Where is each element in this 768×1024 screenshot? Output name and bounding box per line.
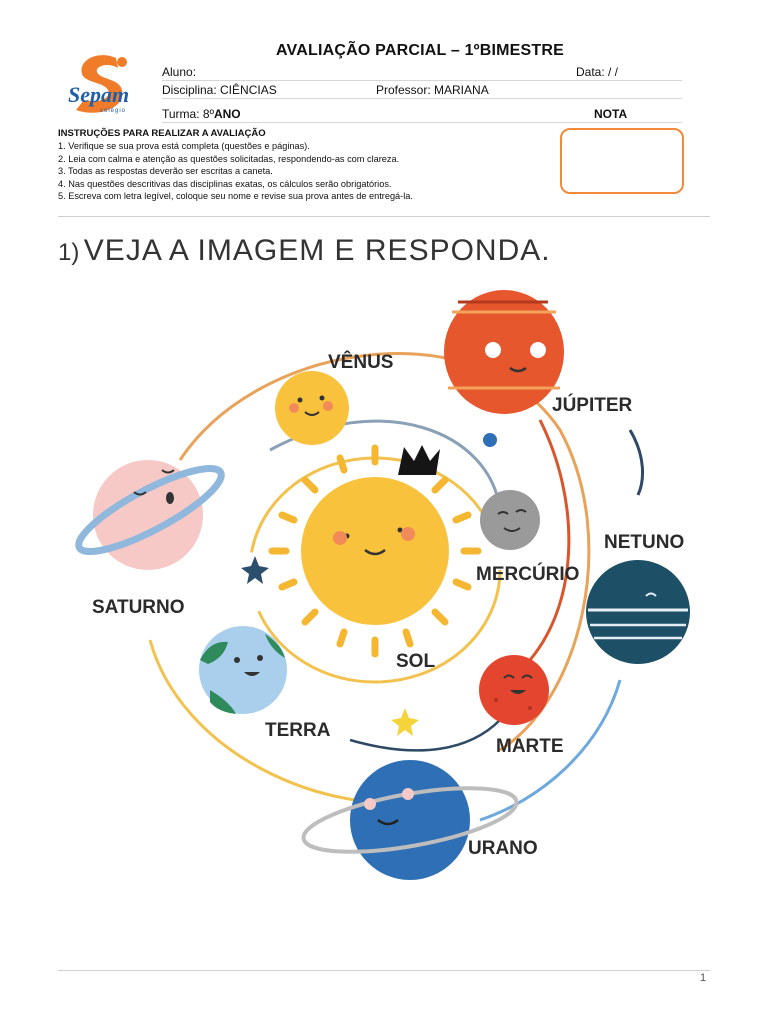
uranus-icon	[299, 760, 521, 880]
question-number: 1)	[58, 239, 80, 266]
label-urano: URANO	[468, 838, 538, 859]
instruction-item: 2. Leia com calma e atenção as questões solicitadas, respondendo-as com clareza.	[58, 153, 400, 164]
instructions-heading: INSTRUÇÕES PARA REALIZAR A AVALIAÇÃO	[58, 128, 266, 139]
star-icon	[391, 708, 419, 736]
instructions	[58, 128, 528, 202]
label-terra: TERRA	[265, 720, 331, 741]
venus-icon	[275, 371, 349, 445]
school-logo	[64, 52, 142, 122]
question-text: VEJA A IMAGEM E RESPONDA.	[83, 234, 551, 267]
header-divider	[58, 216, 710, 217]
instruction-item: 1. Verifique se sua prova está completa (questões e páginas).	[58, 141, 310, 152]
label-sol: SOL	[396, 651, 436, 672]
logo-subtext: colégio	[100, 108, 127, 114]
page-number: 1	[700, 972, 707, 984]
footer-divider	[58, 970, 710, 971]
logo-text: Sepam	[68, 82, 130, 107]
data-label: Data: / /	[576, 65, 619, 79]
neptune-icon	[586, 560, 690, 664]
aluno-row	[162, 64, 682, 81]
nota-label: NOTA	[594, 107, 628, 121]
professor-label: Professor: MARIANA	[376, 83, 489, 97]
instruction-item: 5. Escreva com letra legível, coloque seu nome e revise sua prova antes de entregá-la.	[58, 191, 413, 202]
label-venus: VÊNUS	[328, 352, 394, 373]
label-marte: MARTE	[496, 736, 564, 757]
grade-box[interactable]	[560, 128, 684, 194]
aluno-label: Aluno:	[162, 65, 197, 79]
mercury-icon	[480, 490, 540, 550]
saturn-icon	[70, 455, 230, 570]
question-1	[58, 234, 551, 268]
label-saturno: SATURNO	[92, 597, 185, 618]
solar-system-illustration	[60, 280, 700, 900]
instruction-item: 3. Todas as respostas deverão ser escritas a caneta.	[58, 166, 273, 177]
disciplina-row	[162, 82, 682, 99]
solar-system-drawing	[60, 280, 700, 900]
moon-icon	[483, 433, 497, 447]
earth-icon	[199, 626, 287, 714]
disciplina-label: Disciplina: CIÊNCIAS	[162, 83, 277, 97]
turma-label: Turma: 8ºANO	[162, 107, 241, 121]
mars-icon	[479, 655, 549, 725]
jupiter-icon	[444, 290, 564, 414]
label-jupiter: JÚPITER	[552, 395, 633, 416]
label-netuno: NETUNO	[604, 532, 685, 553]
page-title: AVALIAÇÃO PARCIAL – 1ºBIMESTRE	[275, 42, 564, 59]
sun-icon	[301, 445, 449, 625]
label-mercurio: MERCÚRIO	[476, 564, 580, 585]
turma-row	[162, 106, 682, 123]
star-icon	[241, 556, 269, 584]
instruction-item: 4. Nas questões descritivas das disciplinas exatas, os cálculos serão obrigatórios.	[58, 178, 392, 189]
